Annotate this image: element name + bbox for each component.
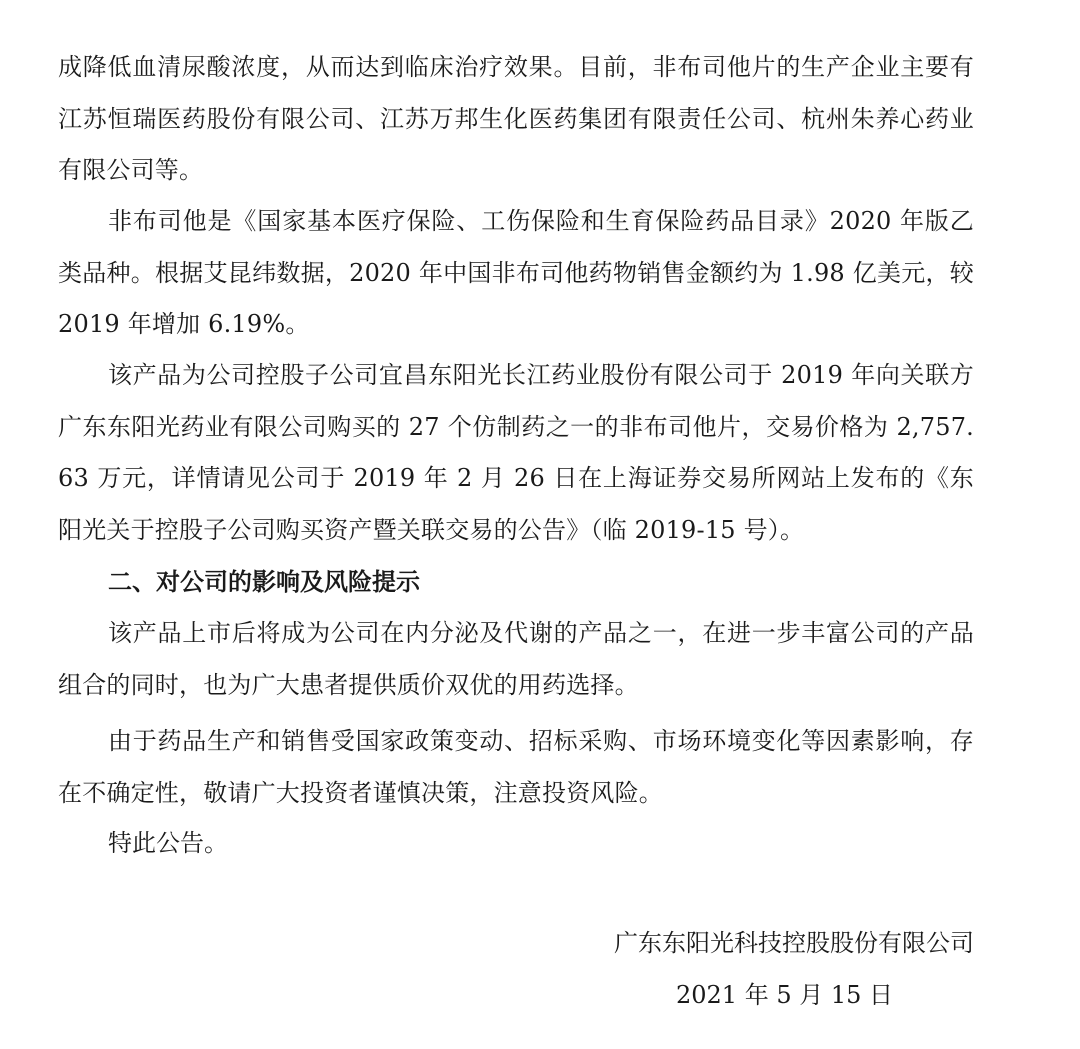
paragraph-insurance-and-sales: 非布司他是《国家基本医疗保险、工伤保险和生育保险药品目录》2020 年版乙类品种。根据艾昆纬数据，2020 年中国非布司他药物销售金额约为 1.98 亿美元，较 2019 年增加 6.19%。 [58, 207, 974, 338]
paragraph-mechanism-and-manufacturers: 成降低血清尿酸浓度，从而达到临床治疗效果。目前，非布司他片的生产企业主要有江苏恒瑞医药股份有限公司、江苏万邦生化医药集团有限责任公司、杭州朱养心药业有限公司等。 [58, 53, 974, 184]
section-heading: 二、对公司的影响及风险提示 [108, 567, 420, 596]
paragraph-risk-warning: 由于药品生产和销售受国家政策变动、招标采购、市场环境变化等因素影响，存在不确定性，敬请广大投资者谨慎决策，注意投资风险。 [58, 727, 974, 807]
paragraph-acquisition-details: 该产品为公司控股子公司宜昌东阳光长江药业股份有限公司于 2019 年向关联方广东东阳光药业有限公司购买的 27 个仿制药之一的非布司他片，交易价格为 2,757.63 万元，详情请见公司于 2019 年 2 月 26 日在上海证券交易所网站上发布的《东阳光关于控股子公司购买资产暨关联交易的公告》（临 2019-15 号）。 [58, 361, 974, 544]
paragraph-impact: 该产品上市后将成为公司在内分泌及代谢的产品之一，在进一步丰富公司的产品组合的同时，也为广大患者提供质价双优的用药选择。 [58, 619, 974, 699]
announcement-date: 2021 年 5 月 15 日 [676, 981, 894, 1009]
closing-statement: 特此公告。 [108, 829, 228, 857]
company-signature: 广东东阳光科技控股股份有限公司 [614, 929, 974, 957]
